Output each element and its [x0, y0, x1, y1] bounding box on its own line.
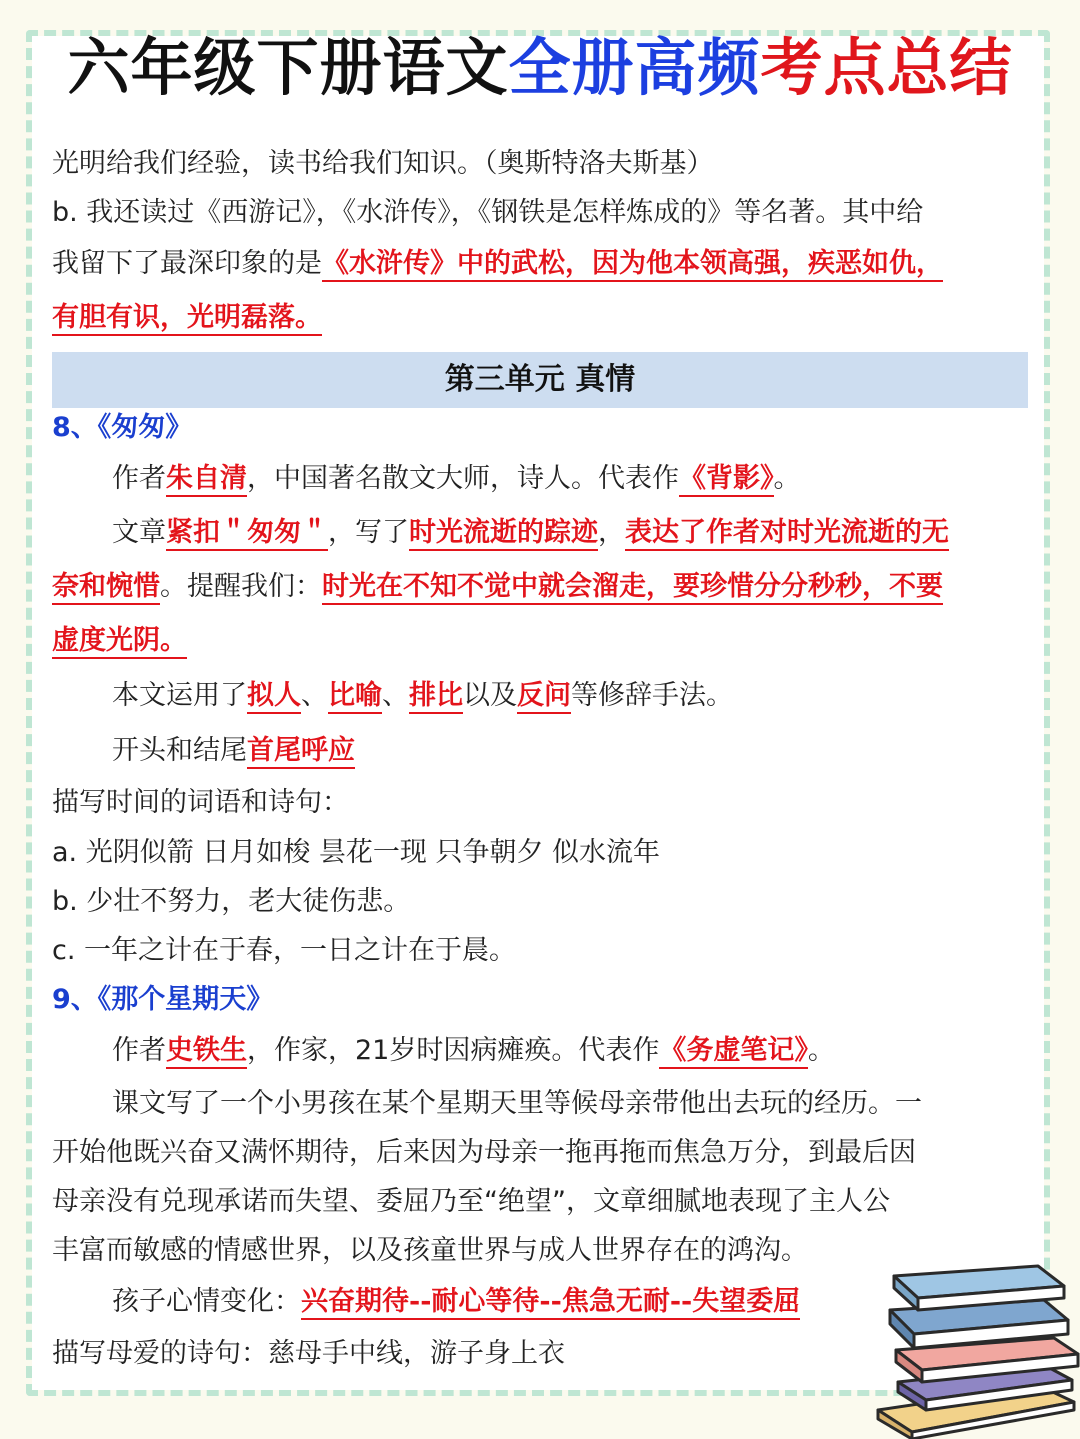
time-words-title: 描写时间的词语和诗句： [52, 787, 349, 818]
text: 、 [301, 680, 328, 711]
text: 开头和结尾 [112, 735, 247, 766]
rhetoric-1: 拟人 [247, 680, 301, 714]
lesson-9-author-line [112, 1031, 835, 1071]
echo-line [112, 731, 355, 771]
title-part-1: 六年级下册语文 [67, 31, 509, 104]
text: 。提醒我们： [160, 571, 322, 602]
answer: 虚度光阴。 [52, 625, 187, 659]
answer: 时光在不知不觉中就会溜走，要珍惜分分秒秒，不要 [322, 571, 943, 605]
time-words-c: c. 一年之计在于春，一日之计在于晨。 [52, 935, 517, 966]
summary-line-4: 丰富而敏感的情感世界，以及孩童世界与成人世界存在的鸿沟。 [52, 1235, 808, 1266]
lesson-8-author-line [112, 459, 801, 499]
rhetoric-4: 反问 [517, 680, 571, 714]
answer: 紧扣＂匆匆＂ [166, 517, 328, 551]
title-part-2: 全册高频 [508, 31, 761, 104]
rhetoric-line [112, 676, 733, 716]
text: ， [598, 517, 625, 548]
text: ，作家，21岁时因病瘫痪。代表作 [247, 1035, 660, 1066]
title-part-3: 考点总结 [760, 31, 1013, 104]
impression-answer-1: 《水浒传》中的武松，因为他本领高强，疾恶如仇， [322, 248, 943, 282]
rhetoric-2: 比喻 [328, 680, 382, 714]
text: 。 [807, 1035, 835, 1066]
text: ，中国著名散文大师，诗人。代表作 [247, 463, 679, 494]
mother-love-poem: 描写母爱的诗句：慈母手中线，游子身上衣 [52, 1338, 565, 1369]
summary-line-1: 课文写了一个小男孩在某个星期天里等候母亲带他出去玩的经历。一 [112, 1088, 922, 1119]
impression-line [52, 244, 943, 284]
text: 、 [382, 680, 409, 711]
summary-line-3: 母亲没有兑现承诺而失望、委屈乃至“绝望”，文章细腻地表现了主人公 [52, 1186, 890, 1217]
quote-line: 光明给我们经验，读书给我们知识。（奥斯特洛夫斯基） [52, 148, 714, 179]
answer: 时光流逝的踪迹 [409, 517, 598, 551]
text: 本文运用了 [112, 680, 247, 711]
author-name: 朱自清 [166, 463, 247, 497]
answer: 首尾呼应 [247, 735, 355, 769]
representative-work: 《务虚笔记》 [659, 1035, 808, 1069]
answer: 表达了作者对时光流逝的无 [625, 517, 949, 551]
text: ，写了 [328, 517, 409, 548]
books-read-line: b. 我还读过《西游记》，《水浒传》，《钢铁是怎样炼成的》等名著。其中给 [52, 197, 924, 228]
rhetoric-3: 排比 [409, 680, 463, 714]
text: 等修辞手法。 [571, 680, 733, 711]
text: 文章 [112, 517, 166, 548]
summary-line-2: 开始他既兴奋又满怀期待，后来因为母亲一拖再拖而焦急万分，到最后因 [52, 1137, 916, 1168]
mood-line [112, 1282, 800, 1322]
text: 作者 [112, 1035, 166, 1066]
impression-line-2 [52, 298, 322, 338]
mood-answer: 兴奋期待--耐心等待--焦急无耐--失望委屈 [301, 1286, 800, 1320]
text: 以及 [463, 680, 517, 711]
lesson-8-article-line [112, 513, 949, 553]
lesson-8-remind-line [52, 567, 943, 607]
lesson-8-remind-line-2 [52, 621, 187, 661]
text: 作者 [112, 463, 166, 494]
lesson-8-heading: 8、《匆匆》 [52, 412, 193, 443]
text: 。 [773, 463, 801, 494]
book-stack-icon [868, 1262, 1080, 1439]
representative-work: 《背影》 [679, 463, 774, 497]
lesson-9-heading: 9、《那个星期天》 [52, 984, 274, 1015]
impression-prefix: 我留下了最深印象的是 [52, 248, 322, 279]
time-words-a: a. 光阴似箭 日月如梭 昙花一现 只争朝夕 似水流年 [52, 837, 661, 868]
section-header: 第三单元 真情 [52, 352, 1028, 408]
time-words-b: b. 少壮不努力，老大徒伤悲。 [52, 886, 411, 917]
page-title [0, 18, 1080, 107]
author-name: 史铁生 [166, 1035, 247, 1069]
answer: 奈和惋惜 [52, 571, 160, 605]
impression-answer-2: 有胆有识，光明磊落。 [52, 302, 322, 336]
text: 孩子心情变化： [112, 1286, 301, 1317]
